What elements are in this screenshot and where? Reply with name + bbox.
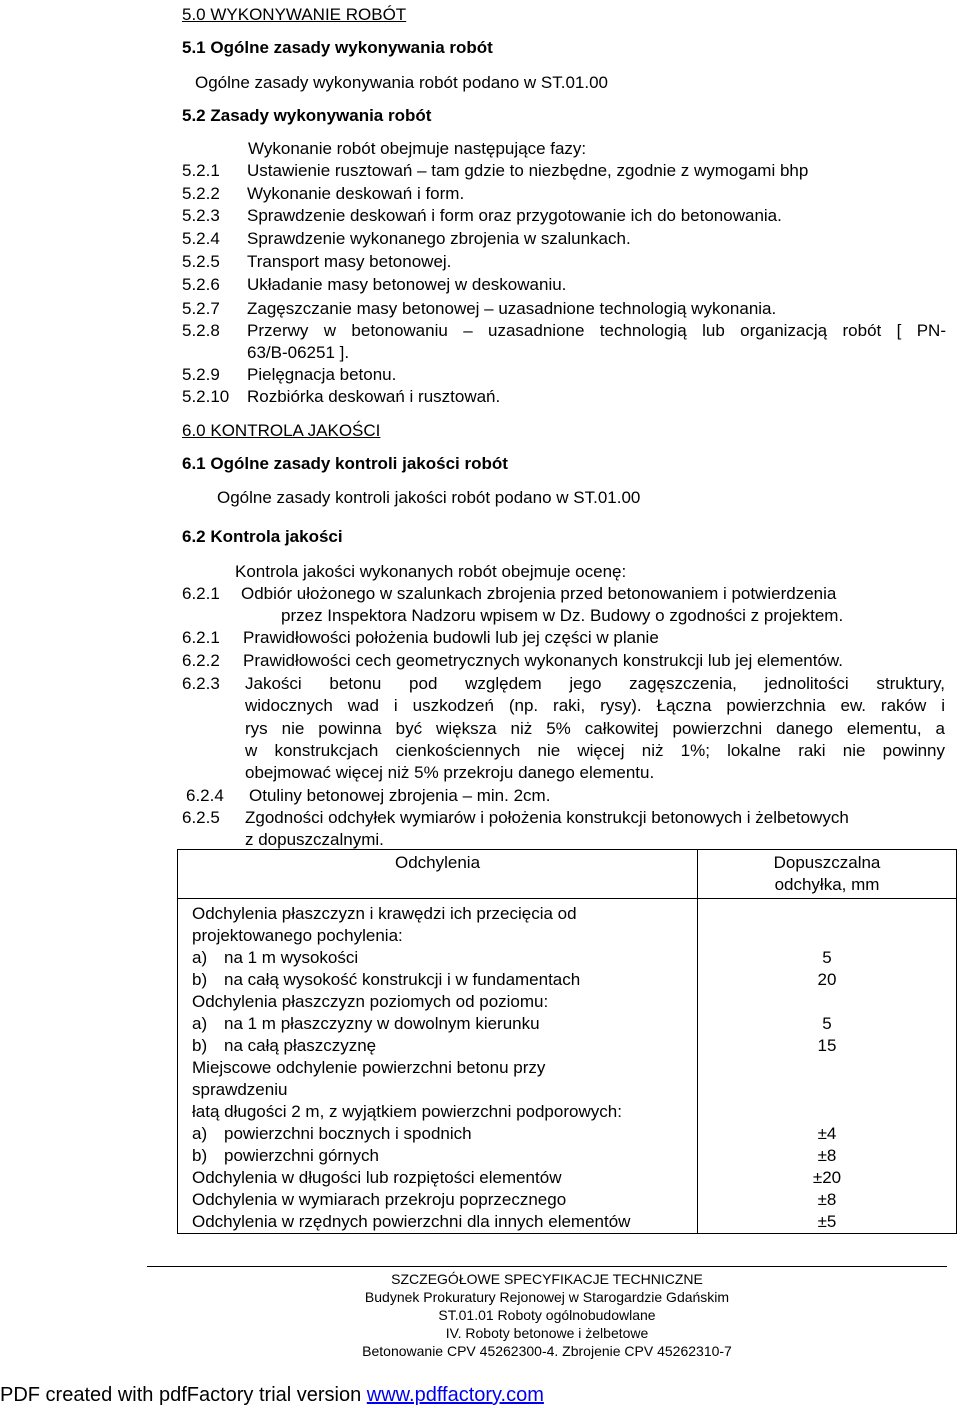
section-6-heading: 6.0 KONTROLA JAKOŚCI	[182, 421, 381, 440]
item-text-line: widocznych wad i uszkodzeń (np. raki, rysy). Łączna powierzchnia ew. raków i	[245, 696, 945, 715]
phase-number: 5.2.3	[182, 206, 220, 225]
phase-text: Rozbiórka deskowań i rusztowań.	[247, 387, 501, 406]
table-header-deviation: Odchylenia	[178, 850, 698, 899]
footer-line: ST.01.01 Roboty ogólnobudowlane	[438, 1307, 656, 1323]
table-row-value: 5	[822, 1014, 832, 1033]
table-row-label	[192, 969, 697, 991]
item-number: 6.2.2	[182, 651, 220, 670]
phase-text: Transport masy betonowej.	[247, 252, 452, 271]
table-row-marker: b)	[192, 1146, 208, 1165]
phase-text: Sprawdzenie deskowań i form oraz przygotowanie ich do betonowania.	[247, 206, 782, 225]
section-6-1-text: Ogólne zasady kontroli jakości robót podano w ST.01.00	[217, 488, 641, 507]
phase-number: 5.2.2	[182, 184, 220, 203]
table-row-label: Odchylenia w długości lub rozpiętości elementów	[192, 1168, 562, 1187]
item-number: 6.2.1	[182, 628, 220, 647]
table-header-tolerance	[698, 850, 957, 899]
table-row-value: ±20	[812, 1168, 842, 1187]
phase-number: 5.2.4	[182, 229, 220, 248]
table-row-value	[698, 903, 956, 925]
table-row-marker: a)	[192, 948, 208, 967]
table-tolerance-cell	[698, 899, 957, 1234]
phase-text: Zagęszczanie masy betonowej – uzasadnione technologią wykonania.	[247, 299, 777, 318]
phase-number: 5.2.5	[182, 252, 220, 271]
section-5-2-intro: Wykonanie robót obejmuje następujące fazy:	[248, 139, 587, 158]
table-row-marker: b)	[192, 970, 208, 989]
table-row-value: ±4	[817, 1124, 837, 1143]
table-row-value	[698, 1079, 956, 1101]
item-text-line: Prawidłowości położenia budowli lub jej części w planie	[243, 628, 659, 647]
item-text-line: w konstrukcjach cienkościennych nie więcej niż 1%; lokalne raki nie powinny	[245, 741, 945, 760]
table-row-marker: a)	[192, 1014, 208, 1033]
item-text-line: przez Inspektora Nadzoru wpisem w Dz. Budowy o zgodności z projektem.	[281, 606, 844, 625]
item-text-line: Zgodności odchyłek wymiarów i położenia konstrukcji betonowych i żelbetowych	[245, 808, 849, 827]
table-row-value	[698, 991, 956, 1013]
table-row-label	[192, 1035, 697, 1057]
phase-text: Układanie masy betonowej w deskowaniu.	[247, 275, 567, 294]
section-5-heading: 5.0 WYKONYWANIE ROBÓT	[182, 5, 407, 24]
pdffactory-link[interactable]: www.pdffactory.com	[366, 1384, 544, 1406]
table-row-value	[698, 925, 956, 947]
item-text-line: Odbiór ułożonego w szalunkach zbrojenia przed betonowaniem i potwierdzenia	[241, 584, 837, 603]
section-6-1-title: 6.1 Ogólne zasady kontroli jakości robót	[182, 454, 508, 473]
section-5-1-text: Ogólne zasady wykonywania robót podano w ST.01.00	[195, 73, 608, 92]
table-row-value	[698, 1057, 956, 1079]
table-row-label	[192, 1123, 697, 1145]
table-body-row	[178, 899, 957, 1234]
phase-text: Ustawienie rusztowań – tam gdzie to niezbędne, zgodnie z wymogami bhp	[247, 161, 809, 180]
table-row-label: Odchylenia płaszczyzn poziomych od poziomu:	[192, 992, 549, 1011]
footer-divider	[147, 1266, 947, 1267]
page-footer	[147, 1270, 947, 1360]
table-deviation-cell	[178, 899, 698, 1234]
item-text-line: rys nie powinna być większa niż 5% całkowitej powierzchni danego elementu, a	[245, 719, 945, 738]
section-5-1-title: 5.1 Ogólne zasady wykonywania robót	[182, 38, 493, 57]
table-row-label: Odchylenia płaszczyzn i krawędzi ich przecięcia od	[192, 904, 577, 923]
table-row-value: 15	[817, 1036, 837, 1055]
item-number: 6.2.5	[182, 808, 220, 827]
footer-line: SZCZEGÓŁOWE SPECYFIKACJE TECHNICZNE	[391, 1271, 703, 1287]
table-row-value: ±5	[817, 1212, 837, 1231]
item-text-line: Otuliny betonowej zbrojenia – min. 2cm.	[249, 786, 551, 805]
phase-number: 5.2.9	[182, 365, 220, 384]
phase-number: 5.2.1	[182, 161, 220, 180]
pdf-watermark-text: PDF created with pdfFactory trial version	[0, 1384, 367, 1406]
table-row-text: na 1 m płaszczyzny w dowolnym kierunku	[224, 1014, 540, 1033]
table-row-value	[698, 1101, 956, 1123]
item-text-line: Jakości betonu pod względem jego zagęszczenia, jednolitości struktury,	[245, 674, 945, 693]
table-header-tolerance-line: Dopuszczalna	[773, 853, 881, 872]
item-text-line: z dopuszczalnymi.	[245, 830, 384, 849]
table-row-label: sprawdzeniu	[192, 1080, 288, 1099]
table-row-value: ±8	[817, 1146, 837, 1165]
table-row-value: ±8	[817, 1190, 837, 1209]
section-5-2-title: 5.2 Zasady wykonywania robót	[182, 106, 432, 125]
table-row-marker: a)	[192, 1124, 208, 1143]
phase-text: Sprawdzenie wykonanego zbrojenia w szalunkach.	[247, 229, 631, 248]
section-6-2-title: 6.2 Kontrola jakości	[182, 527, 343, 546]
table-row-label: projektowanego pochylenia:	[192, 926, 403, 945]
phase-text: Wykonanie deskowań i form.	[247, 184, 465, 203]
table-row-label: Miejscowe odchylenie powierzchni betonu przy	[192, 1058, 546, 1077]
table-row-label: Odchylenia w rzędnych powierzchni dla innych elementów	[192, 1212, 631, 1231]
table-header-row	[178, 850, 957, 899]
table-row-label: Odchylenia w wymiarach przekroju poprzecznego	[192, 1190, 567, 1209]
tolerance-table	[177, 849, 957, 1234]
phase-number: 5.2.10	[182, 387, 230, 406]
phase-number: 5.2.6	[182, 275, 220, 294]
table-row-value: 5	[822, 948, 832, 967]
phase-text: Pielęgnacja betonu.	[247, 365, 397, 384]
phase-number: 5.2.7	[182, 299, 220, 318]
phase-text-continuation: 63/B-06251 ].	[247, 343, 350, 362]
phase-text: Przerwy w betonowaniu – uzasadnione technologią lub organizacją robót [ PN-	[247, 321, 946, 340]
item-text-line: Prawidłowości cech geometrycznych wykonanych konstrukcji lub jej elementów.	[243, 651, 843, 670]
table-row-text: powierzchni bocznych i spodnich	[224, 1124, 472, 1143]
table-row-value: 20	[817, 970, 837, 989]
table-row-text: na 1 m wysokości	[224, 948, 359, 967]
table-row-label: łatą długości 2 m, z wyjątkiem powierzchni podporowych:	[192, 1102, 622, 1121]
item-number: 6.2.4	[186, 786, 224, 805]
table-row-label	[192, 1013, 697, 1035]
table-row-text: powierzchni górnych	[224, 1146, 379, 1165]
footer-line: Betonowanie CPV 45262300-4. Zbrojenie CPV 45262310-7	[362, 1343, 732, 1359]
table-row-label	[192, 947, 697, 969]
table-row-text: na całą wysokość konstrukcji i w fundamentach	[224, 970, 581, 989]
footer-line: IV. Roboty betonowe i żelbetowe	[445, 1325, 649, 1341]
section-6-2-intro: Kontrola jakości wykonanych robót obejmuje ocenę:	[235, 562, 627, 581]
item-number: 6.2.3	[182, 674, 220, 693]
item-text-line: obejmować więcej niż 5% przekroju danego elementu.	[245, 763, 655, 782]
pdf-watermark	[0, 1382, 544, 1408]
table-row-text: na całą płaszczyznę	[224, 1036, 377, 1055]
table-row-label	[192, 1145, 697, 1167]
item-number: 6.2.1	[182, 584, 220, 603]
table-row-marker: b)	[192, 1036, 208, 1055]
phase-number: 5.2.8	[182, 321, 220, 340]
footer-line: Budynek Prokuratury Rejonowej w Starogardzie Gdańskim	[364, 1289, 730, 1305]
table-header-tolerance-line: odchyłka, mm	[774, 875, 880, 894]
